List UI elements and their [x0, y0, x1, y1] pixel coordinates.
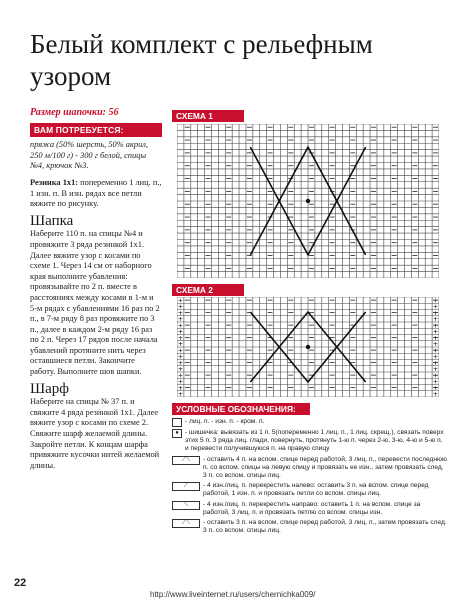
cable-6-icon: ⟋⟍ — [172, 519, 200, 528]
svg-text:+: + — [177, 341, 184, 348]
legend-label: УСЛОВНЫЕ ОБОЗНАЧЕНИЯ: — [172, 403, 310, 415]
cable-4-left-icon: ⟋⟍ — [172, 456, 200, 465]
svg-text:+: + — [177, 347, 184, 355]
svg-text:+: + — [432, 322, 439, 330]
schema1-label: СХЕМА 1 — [172, 110, 244, 122]
svg-text:+: + — [177, 322, 184, 330]
svg-text:+: + — [177, 391, 184, 397]
legend-row-0: - лиц. п. - изн. п. - кром. п. — [172, 418, 448, 427]
svg-text:+: + — [432, 378, 439, 386]
svg-text:+: + — [177, 328, 184, 336]
svg-text:+: + — [177, 353, 184, 361]
legend — [172, 418, 448, 537]
legend-header — [172, 403, 448, 415]
svg-text:+: + — [177, 372, 184, 380]
svg-text:+: + — [177, 303, 184, 311]
legend-row-3: ⟋ - 4 изн./лиц. п. перекрестить налево: оставить 3 п. на вспом. спице перед работой, 1 изн. п. и провязать петли со вспом. спицы лиц. — [172, 482, 448, 498]
cross-right-icon: ⟋ — [172, 482, 200, 491]
watermark-url: http://www.liveinternet.ru/users/chernichka009/ — [150, 590, 316, 599]
svg-text:+: + — [177, 316, 184, 323]
legend-row-5: ⟋⟍ - оставить 3 п. на вспом. спице перед работой, 3 лиц. п., затем провязать след. 3 п. со вспом. спицы лиц. — [172, 519, 448, 535]
svg-text:+: + — [432, 391, 439, 397]
svg-text:+: + — [432, 303, 439, 311]
empty-cell-icon — [172, 418, 182, 427]
legend-row-4: ⟍ - 4 изн./лиц. п. перекрестить направо: оставить 1 п. на вспом. спице за работой, 3 лиц. п. и провязать петлю со вспом. спицы изн. — [172, 501, 448, 517]
schema1-header — [172, 110, 244, 122]
svg-text:+: + — [432, 341, 439, 348]
svg-text:+: + — [432, 328, 439, 336]
hat-text: Наберите 110 п. на спицы №4 и провяжите 3 ряда резинкой 1х1. Далее вяжите узор с косами по схеме 1. Через 14 см от наборного края выполните убавления: провязывайте по 2 п. вместе в расстояниях между косами в 1-м и 5-м рядах с убавлениями 16 раз по 2 п., в 7-м ряду 8 раз провяжите по 3 п., далее в каждом 2-м ряду 16 раз по 2 п. Через 17 рядов после начала убавлений протяните нить через оставшиеся петли. Закончите работу. Выполните шов шапки. — [30, 229, 160, 377]
legend-row-1: ● - шишечка: вывязать из 1 п. 5(попеременно 1 лиц. п., 1 лиц. скрещ.), связать поверх этих 5 п. 3 ряда лиц. глади, повернуть, протянуть 1-ю п. через 2-ю, 3-ю, 4-ю и 5-ю п. и перевести получившуюся п. на правую спицу — [172, 429, 448, 454]
svg-text:+: + — [432, 353, 439, 361]
instructions-column — [30, 108, 162, 475]
svg-text:+: + — [177, 309, 184, 317]
svg-text:+: + — [432, 309, 439, 317]
svg-text:+: + — [177, 378, 184, 386]
svg-text:+: + — [432, 347, 439, 355]
cross-left-icon: ⟍ — [172, 501, 200, 510]
svg-text:+: + — [177, 334, 184, 342]
schema2-label: СХЕМА 2 — [172, 284, 244, 296]
bullet-cell-icon: ● — [172, 429, 182, 438]
size-label: Размер шапочки: 56 — [30, 107, 119, 118]
svg-text:+: + — [432, 372, 439, 380]
hat-heading: Шапка — [30, 212, 74, 229]
svg-text:+: + — [177, 359, 184, 367]
svg-text:+: + — [432, 297, 439, 305]
svg-text:+: + — [432, 334, 439, 342]
page-title: Белый комплект с рельефным узором — [30, 29, 373, 91]
rib-title: Резинка 1х1: — [30, 177, 79, 187]
rib-paragraph — [30, 178, 162, 210]
svg-text:+: + — [432, 359, 439, 367]
scarf-text: Наберите на спицы № 37 п. и свяжите 4 ряда резинкой 1х1. Далее вяжите узор с косами по схеме 2. Свяжите шарф желаемой длины. Закройте петли. К концам шарфа привяжите кусочки нитей желаемой длины. — [30, 397, 160, 470]
schema1-chart — [177, 124, 439, 278]
materials-header: ВАМ ПОТРЕБУЕТСЯ: — [30, 123, 162, 138]
materials-text: пряжа (50% шерсть, 50% акрил, 250 м/100 г) - 300 г белой, спицы №4, крючок №3. — [30, 140, 149, 171]
svg-text:+: + — [177, 366, 184, 373]
svg-text:+: + — [432, 384, 439, 392]
legend-row-2: ⟋⟍ - оставить 4 п. на вспом. спице перед работой, 3 лиц. п., перевести последнюю п. со вспом. спицы на левую спицу и провязать ее изн., затем провязать след. 3 п. со вспом. спицы лиц. — [172, 456, 448, 481]
schema2-header — [172, 284, 244, 296]
page-number: 22 — [14, 577, 27, 589]
scarf-heading: Шарф — [30, 380, 70, 397]
schema2-chart — [177, 297, 439, 397]
svg-text:+: + — [177, 384, 184, 392]
svg-text:+: + — [432, 316, 439, 323]
svg-text:+: + — [177, 297, 184, 305]
rib-text: попеременно 1 лиц. п., 1 изн. п. В изн. рядах все петли вяжите по рисунку. — [30, 177, 162, 209]
svg-text:+: + — [432, 366, 439, 373]
